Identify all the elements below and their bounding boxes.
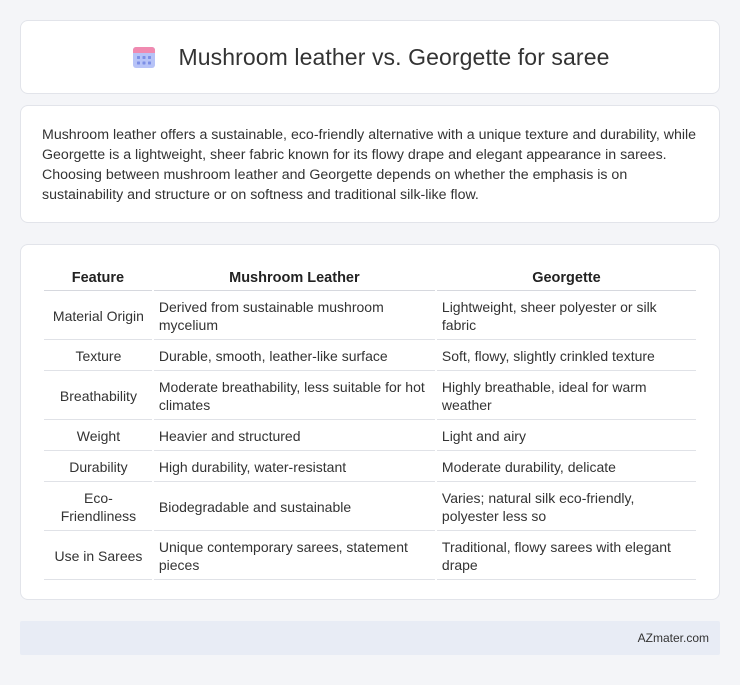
table-row	[44, 422, 696, 451]
comparison-table	[42, 265, 698, 582]
feature-cell: Use in Sarees	[44, 533, 152, 580]
feature-cell: Texture	[44, 342, 152, 371]
table-row	[44, 484, 696, 531]
table-header-row	[44, 267, 696, 291]
calendar-grid-icon	[131, 44, 157, 70]
comparison-table-card	[20, 244, 720, 600]
header-content	[131, 44, 610, 71]
mushroom-leather-cell: Heavier and structured	[154, 422, 435, 451]
table-row	[44, 453, 696, 482]
georgette-cell: Highly breathable, ideal for warm weather	[437, 373, 696, 420]
intro-card	[20, 105, 720, 223]
table-row	[44, 533, 696, 580]
table-row	[44, 342, 696, 371]
feature-cell: Weight	[44, 422, 152, 451]
page-title: Mushroom leather vs. Georgette for saree	[178, 43, 610, 70]
georgette-cell: Traditional, flowy sarees with elegant drape	[437, 533, 696, 580]
georgette-cell: Light and airy	[437, 422, 696, 451]
georgette-cell: Lightweight, sheer polyester or silk fabric	[437, 293, 696, 340]
table-row	[44, 373, 696, 420]
feature-cell: Material Origin	[44, 293, 152, 340]
feature-cell: Eco-Friendliness	[44, 484, 152, 531]
georgette-cell: Moderate durability, delicate	[437, 453, 696, 482]
table-row	[44, 293, 696, 340]
intro-paragraph: Mushroom leather offers a sustainable, eco-friendly alternative with a unique texture and durability, while Georgette is a lightweight, sheer fabric known for its flowy drape and elegant appearance in sarees. Choosing between mushroom leather and Georgette depends on whether the emphasis is on sustainability and structure or on softness and traditional silk-like flow.	[42, 127, 697, 203]
header-card	[20, 20, 720, 94]
header-feature: Feature	[44, 267, 152, 291]
feature-cell: Durability	[44, 453, 152, 482]
mushroom-leather-cell: Durable, smooth, leather-like surface	[154, 342, 435, 371]
header-georgette: Georgette	[437, 267, 696, 291]
mushroom-leather-cell: Unique contemporary sarees, statement pieces	[154, 533, 435, 580]
footer-brand: AZmater.com	[637, 631, 709, 645]
mushroom-leather-cell: High durability, water-resistant	[154, 453, 435, 482]
header-mushroom-leather: Mushroom Leather	[154, 267, 435, 291]
feature-cell: Breathability	[44, 373, 152, 420]
footer-bar	[20, 621, 720, 655]
mushroom-leather-cell: Moderate breathability, less suitable for hot climates	[154, 373, 435, 420]
mushroom-leather-cell: Biodegradable and sustainable	[154, 484, 435, 531]
georgette-cell: Varies; natural silk eco-friendly, polyester less so	[437, 484, 696, 531]
georgette-cell: Soft, flowy, slightly crinkled texture	[437, 342, 696, 371]
mushroom-leather-cell: Derived from sustainable mushroom mycelium	[154, 293, 435, 340]
